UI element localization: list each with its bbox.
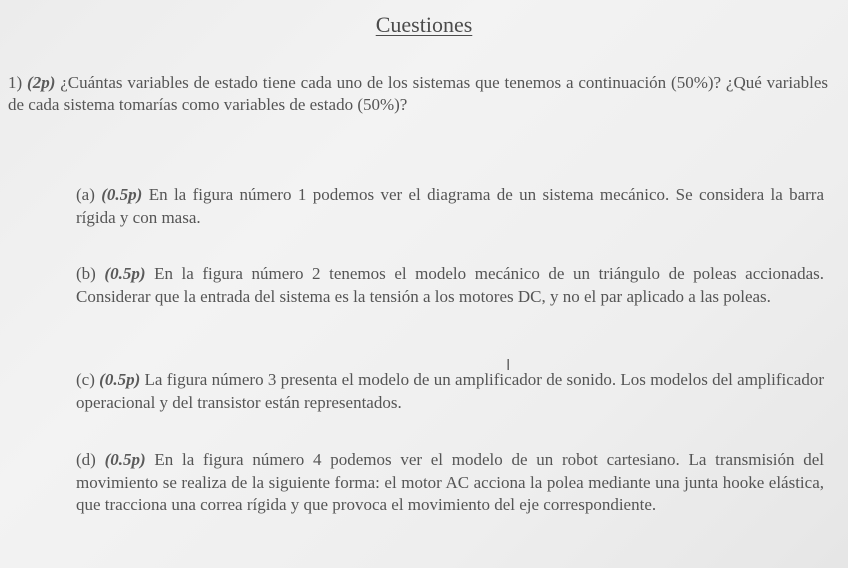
subquestion-label: (c) (76, 370, 95, 389)
subquestion-label: (b) (76, 264, 96, 283)
subquestion-text: En la figura número 2 tenemos el modelo mecánico de un triángulo de poleas accionadas. Considerar que la entrada del sistema es la tensión a los motores DC, y no el par aplicado a las poleas. (76, 264, 825, 306)
subquestion-points: (0.5p) (104, 264, 146, 283)
subquestion-text: En la figura número 1 podemos ver el diagrama de un sistema mecánico. Se considera la barra rígida y con masa. (76, 185, 825, 227)
subquestion-label: (a) (76, 185, 95, 204)
text-cursor-icon: I (506, 356, 511, 374)
question-1 (8, 72, 828, 116)
subquestion-label: (d) (76, 450, 96, 469)
question-text: ¿Cuántas variables de estado tiene cada uno de los sistemas que tenemos a continuación (50%)? ¿Qué variables de cada sistema tomarías como variables de estado (50%)? (8, 73, 829, 114)
subquestion-d (76, 449, 824, 517)
question-number: 1) (8, 73, 23, 92)
subquestion-points: (0.5p) (101, 185, 143, 204)
subquestion-text: La figura número 3 presenta el modelo de un amplificador de sonido. Los modelos del amplificador operacional y del transistor están representados. (76, 370, 825, 412)
subquestion-c (76, 369, 824, 414)
page-title (0, 12, 848, 38)
subquestion-b (76, 263, 824, 308)
title-text: Cuestiones (375, 12, 473, 37)
question-points: (2p) (27, 73, 56, 92)
subquestion-text: En la figura número 4 podemos ver el modelo de un robot cartesiano. La transmisión del movimiento se realiza de la siguiente forma: el motor AC acciona la polea mediante una junta hooke elástica, que tracciona una correa rígida y que provoca el movimiento del eje correspondiente. (76, 450, 825, 514)
subquestion-points: (0.5p) (104, 450, 146, 469)
subquestion-points: (0.5p) (99, 370, 141, 389)
subquestion-a (76, 184, 824, 229)
